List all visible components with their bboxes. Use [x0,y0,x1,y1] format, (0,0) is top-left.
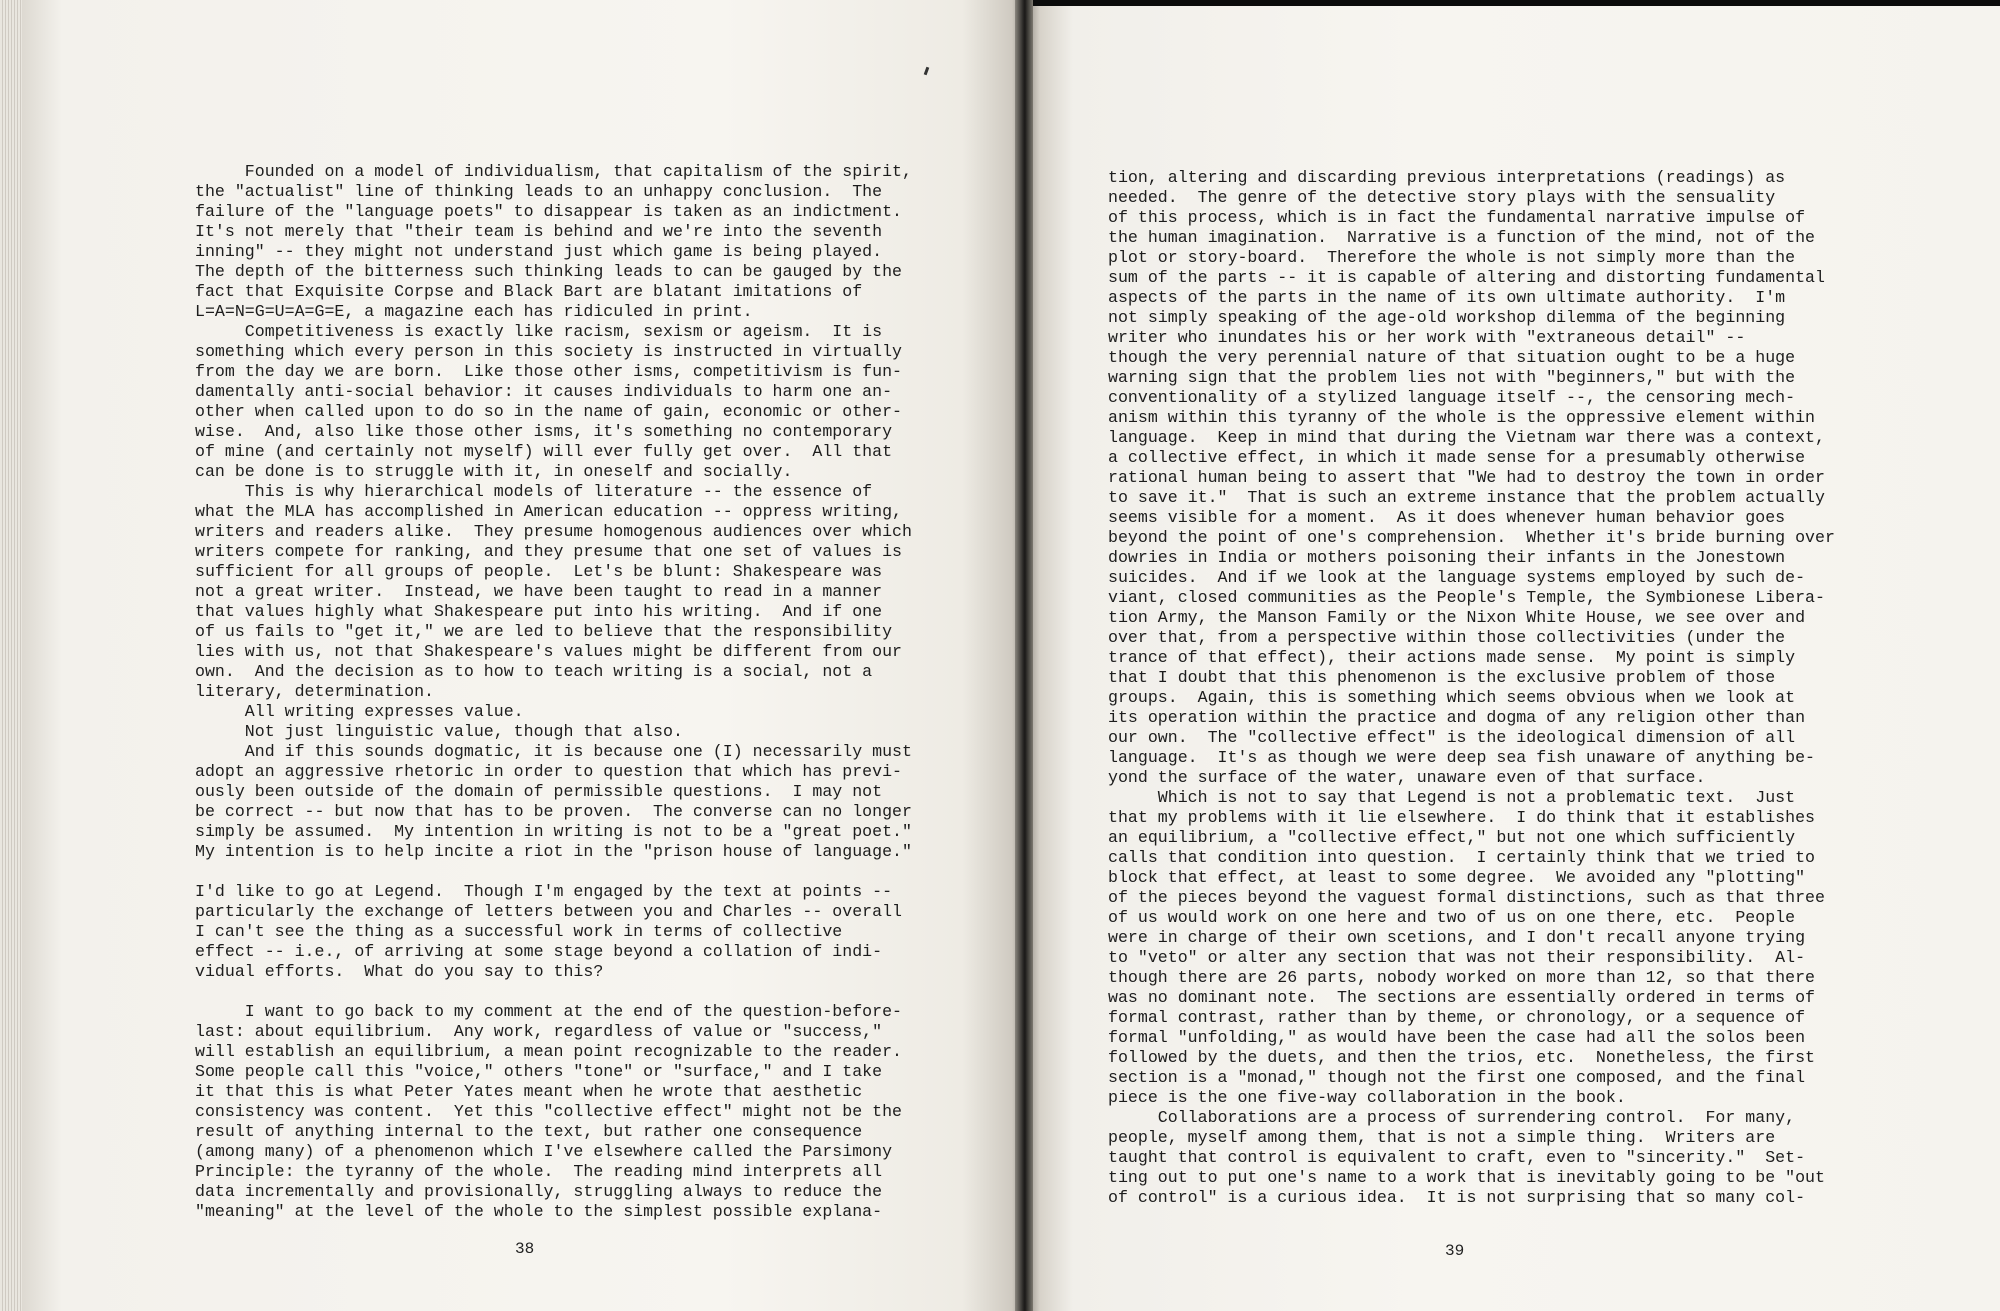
page-number-left: 38 [515,1240,535,1258]
text-line: data incrementally and provisionally, struggling always to reduce the [195,1182,883,1201]
text-line: dowries in India or mothers poisoning their infants in the Jonestown [1108,548,1786,567]
text-line: its operation within the practice and dogma of any religion other than [1108,708,1806,727]
text-line: calls that condition into question. I certainly think that we tried to [1108,848,1816,867]
text-line: beyond the point of one's comprehension. Whether it's bride burning over [1108,528,1835,547]
text-line: a collective effect, in which it made sense for a presumably otherwise [1108,448,1806,467]
text-line: tion Army, the Manson Family or the Nixon White House, we see over and [1108,608,1806,627]
text-line: ously been outside of the domain of permissible questions. I may not [195,782,883,801]
text-line: groups. Again, this is something which seems obvious when we look at [1108,688,1796,707]
text-line: needed. The genre of the detective story plays with the sensuality [1108,188,1776,207]
text-line: This is why hierarchical models of literature -- the essence of [195,482,873,501]
text-line: vidual efforts. What do you say to this? [195,962,604,981]
text-line: though there are 26 parts, nobody worked on more than 12, so that there [1108,968,1816,987]
page-number-right: 39 [1445,1242,1465,1260]
text-line: though the very perennial nature of that situation ought to be a huge [1108,348,1796,367]
text-line: effect -- i.e., of arriving at some stage beyond a collation of indi- [195,942,883,961]
text-line: can be done is to struggle with it, in oneself and socially. [195,462,793,481]
paragraph-gap [195,982,912,1002]
text-line: L=A=N=G=U=A=G=E, a magazine each has ridiculed in print. [195,302,753,321]
text-line: taught that control is equivalent to craft, even to "sincerity." Set- [1108,1148,1806,1167]
text-line: formal "unfolding," as would have been the case had all the solos been [1108,1028,1806,1047]
text-line: All writing expresses value. [195,702,524,721]
text-line: formal contrast, rather than by theme, or chronology, or a sequence of [1108,1008,1806,1027]
text-line: result of anything internal to the text, but rather one consequence [195,1122,863,1141]
text-line: Competitiveness is exactly like racism, sexism or ageism. It is [195,322,883,341]
text-line: tion, altering and discarding previous interpretations (readings) as [1108,168,1786,187]
text-line: of mine (and certainly not myself) will ever fully get over. All that [195,442,893,461]
text-line: damentally anti-social behavior: it causes individuals to harm one an- [195,382,893,401]
text-line: adopt an aggressive rhetoric in order to question that which has previ- [195,762,903,781]
text-line: sufficient for all groups of people. Let's be blunt: Shakespeare was [195,562,883,581]
text-line: that I doubt that this phenomenon is the exclusive problem of those [1108,668,1776,687]
text-line: language. Keep in mind that during the Vietnam war there was a context, [1108,428,1825,447]
text-line: Founded on a model of individualism, that capitalism of the spirit, [195,162,912,181]
text-line: failure of the "language poets" to disappear is taken as an indictment. [195,202,903,221]
text-line: writers compete for ranking, and they presume that one set of values is [195,542,903,561]
text-line: was no dominant note. The sections are essentially ordered in terms of [1108,988,1816,1007]
text-line: it that this is what Peter Yates meant when he wrote that aesthetic [195,1082,863,1101]
text-line: anism within this tyranny of the whole is the oppressive element within [1108,408,1816,427]
text-line: plot or story-board. Therefore the whole is not simply more than the [1108,248,1796,267]
text-line: inning" -- they might not understand just which game is being played. [195,242,883,261]
text-line: It's not merely that "their team is behind and we're into the seventh [195,222,883,241]
text-line: seems visible for a moment. As it does whenever human behavior goes [1108,508,1786,527]
text-line: particularly the exchange of letters between you and Charles -- overall [195,902,903,921]
text-line: conventionality of a stylized language itself --, the censoring mech- [1108,388,1796,407]
text-line: that my problems with it lie elsewhere. I do think that it establishes [1108,808,1816,827]
text-line: our own. The "collective effect" is the ideological dimension of all [1108,728,1796,747]
text-line: trance of that effect), their actions made sense. My point is simply [1108,648,1796,667]
text-line: language. It's as though we were deep sea fish unaware of anything be- [1108,748,1816,767]
text-line: other when called upon to do so in the name of gain, economic or other- [195,402,903,421]
page-edge-stack [0,0,24,1311]
text-line: over that, from a perspective within those collectivities (under the [1108,628,1786,647]
text-line: I can't see the thing as a successful work in terms of collective [195,922,843,941]
text-line: fact that Exquisite Corpse and Black Bart are blatant imitations of [195,282,863,301]
text-line: of the pieces beyond the vaguest formal distinctions, such as that three [1108,888,1825,907]
text-line: section is a "monad," though not the first one composed, and the final [1108,1068,1806,1087]
text-line: simply be assumed. My intention in writing is not to be a "great poet." [195,822,912,841]
text-line: of this process, which is in fact the fundamental narrative impulse of [1108,208,1806,227]
text-line: the human imagination. Narrative is a function of the mind, not of the [1108,228,1816,247]
text-line: literary, determination. [195,682,434,701]
text-line: that values highly what Shakespeare put into his writing. And if one [195,602,883,621]
text-line: of us fails to "get it," we are led to believe that the responsibility [195,622,893,641]
text-line: Some people call this "voice," others "tone" or "surface," and I take [195,1062,883,1081]
text-line: not a great writer. Instead, we have been taught to read in a manner [195,582,883,601]
text-line: Not just linguistic value, though that also. [195,722,683,741]
text-line: rational human being to assert that "We had to destroy the town in order [1108,468,1825,487]
text-line: will establish an equilibrium, a mean point recognizable to the reader. [195,1042,903,1061]
text-line: last: about equilibrium. Any work, regardless of value or "success," [195,1022,883,1041]
text-line: writers and readers alike. They presume homogenous audiences over which [195,522,912,541]
text-line: block that effect, at least to some degree. We avoided any "plotting" [1108,868,1806,887]
text-line: the "actualist" line of thinking leads to an unhappy conclusion. The [195,182,883,201]
text-line: be correct -- but now that has to be proven. The converse can no longer [195,802,912,821]
text-line: I'd like to go at Legend. Though I'm engaged by the text at points -- [195,882,893,901]
text-line: sum of the parts -- it is capable of altering and distorting fundamental [1108,268,1825,287]
text-line: ting out to put one's name to a work that is inevitably going to be "out [1108,1168,1825,1187]
text-line: writer who inundates his or her work with "extraneous detail" -- [1108,328,1746,347]
text-line: And if this sounds dogmatic, it is because one (I) necessarily must [195,742,912,761]
text-line: The depth of the bitterness such thinking leads to can be gauged by the [195,262,903,281]
text-line: consistency was content. Yet this "collective effect" might not be the [195,1102,903,1121]
text-line: of us would work on one here and two of us on one there, etc. People [1108,908,1796,927]
text-line: (among many) of a phenomenon which I've elsewhere called the Parsimony [195,1142,893,1161]
text-line: Principle: the tyranny of the whole. The reading mind interprets all [195,1162,883,1181]
text-line: My intention is to help incite a riot in the "prison house of language." [195,842,912,861]
text-line: to "veto" or alter any section that was not their responsibility. Al- [1108,948,1806,967]
right-page-text [1108,168,1835,1208]
text-line: lies with us, not that Shakespeare's values might be different from our [195,642,903,661]
text-line: not simply speaking of the age-old workshop dilemma of the beginning [1108,308,1786,327]
text-line: Which is not to say that Legend is not a problematic text. Just [1108,788,1796,807]
text-line: followed by the duets, and then the trios, etc. Nonetheless, the first [1108,1048,1816,1067]
stray-mark [924,67,930,76]
text-line: Collaborations are a process of surrendering control. For many, [1108,1108,1796,1127]
text-line: own. And the decision as to how to teach writing is a social, not a [195,662,873,681]
text-line: people, myself among them, that is not a simple thing. Writers are [1108,1128,1776,1147]
text-line: piece is the one five-way collaboration in the book. [1108,1088,1626,1107]
text-line: suicides. And if we look at the language systems employed by such de- [1108,568,1806,587]
text-line: wise. And, also like those other isms, it's something no contemporary [195,422,893,441]
text-line: were in charge of their own scetions, and I don't recall anyone trying [1108,928,1806,947]
text-line: something which every person in this society is instructed in virtually [195,342,903,361]
text-line: aspects of the parts in the name of its own ultimate authority. I'm [1108,288,1786,307]
text-line: of control" is a curious idea. It is not surprising that so many col- [1108,1188,1806,1207]
text-line: "meaning" at the level of the whole to the simplest possible explana- [195,1202,883,1221]
text-line: to save it." That is such an extreme instance that the problem actually [1108,488,1825,507]
left-page-text [195,162,912,1222]
text-line: from the day we are born. Like those other isms, competitivism is fun- [195,362,903,381]
text-line: yond the surface of the water, unaware even of that surface. [1108,768,1706,787]
text-line: an equilibrium, a "collective effect," but not one which sufficiently [1108,828,1796,847]
paragraph-gap [195,862,912,882]
book-gutter [1015,0,1033,1311]
text-line: what the MLA has accomplished in American education -- oppress writing, [195,502,903,521]
text-line: viant, closed communities as the People's Temple, the Symbionese Libera- [1108,588,1825,607]
text-line: warning sign that the problem lies not with "beginners," but with the [1108,368,1796,387]
text-line: I want to go back to my comment at the end of the question-before- [195,1002,903,1021]
